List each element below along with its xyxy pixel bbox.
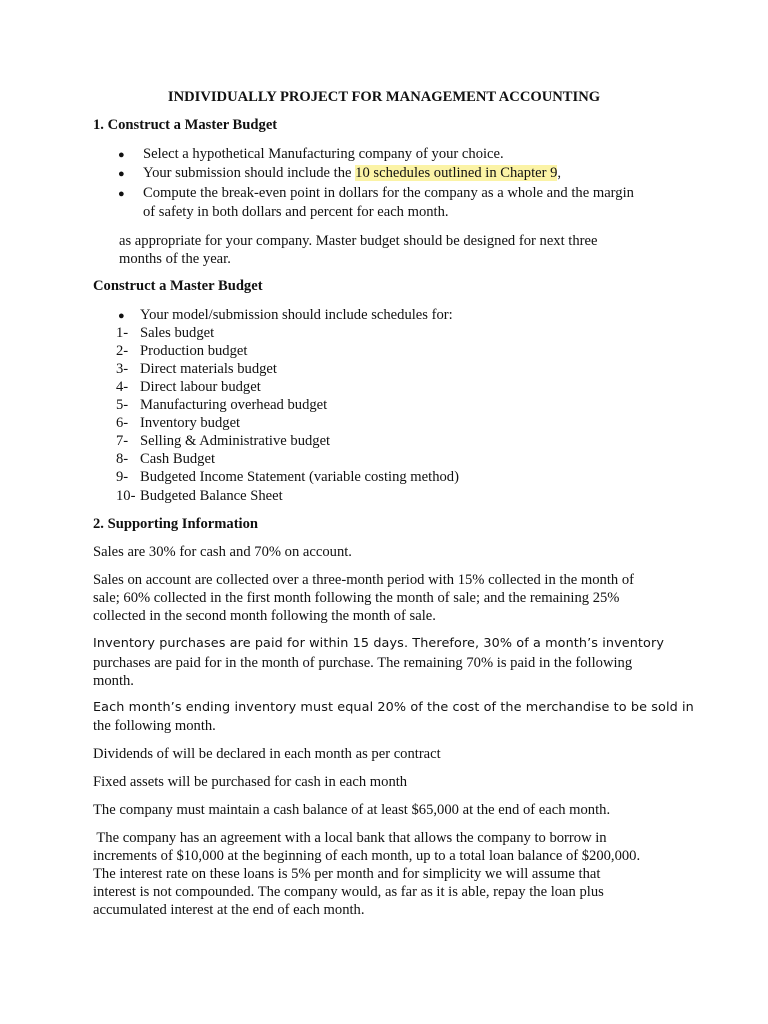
paragraph: month. — [93, 673, 134, 689]
list-item: Budgeted Balance Sheet — [140, 488, 283, 504]
paragraph: The company has an agreement with a local bank that allows the company to borrow in — [93, 830, 607, 846]
note-text: months of the year. — [119, 251, 231, 267]
list-number: 6- — [116, 415, 129, 431]
paragraph: Sales on account are collected over a three-month period with 15% collected in the month of — [93, 572, 634, 588]
list-number: 7- — [116, 433, 129, 449]
paragraph: Sales are 30% for cash and 70% on account. — [93, 544, 352, 560]
section-1-heading: 1. Construct a Master Budget — [93, 117, 278, 133]
list-number: 8- — [116, 451, 129, 467]
paragraph: Dividends of will be declared in each month as per contract — [93, 746, 441, 762]
paragraph: increments of $10,000 at the beginning of each month, up to a total loan balance of $200,000. — [93, 848, 641, 864]
bullet-icon: ● — [118, 310, 125, 322]
bullet-item-cont: of safety in both dollars and percent for each month. — [143, 204, 449, 220]
paragraph: The company must maintain a cash balance of at least $65,000 at the end of each month. — [93, 802, 611, 818]
note-text: as appropriate for your company. Master budget should be designed for next three — [119, 233, 598, 249]
bullet-icon: ● — [118, 149, 125, 161]
paragraph: The interest rate on these loans is 5% per month and for simplicity we will assume that — [93, 866, 601, 882]
paragraph: sale; 60% collected in the first month following the month of sale; and the remaining 25% — [93, 590, 620, 606]
paragraph: accumulated interest at the end of each month. — [93, 902, 365, 918]
paragraph: the following month. — [93, 718, 216, 734]
paragraph: collected in the second month following the month of sale. — [93, 608, 436, 624]
list-number: 2- — [116, 343, 129, 359]
list-item: Manufacturing overhead budget — [140, 397, 328, 413]
list-item: Sales budget — [140, 325, 215, 341]
list-number: 5- — [116, 397, 129, 413]
bullet-icon: ● — [118, 188, 125, 200]
bullet-item: Your submission should include the 10 schedules outlined in Chapter 9, — [143, 165, 562, 181]
paragraph: purchases are paid for in the month of purchase. The remaining 70% is paid in the following — [93, 655, 633, 671]
paragraph: interest is not compounded. The company would, as far as it is able, repay the loan plus — [93, 884, 604, 900]
list-number: 3- — [116, 361, 129, 377]
list-number: 1- — [116, 325, 129, 341]
list-item: Production budget — [140, 343, 248, 359]
list-number: 9- — [116, 469, 129, 485]
list-item: Inventory budget — [140, 415, 241, 431]
list-item: Budgeted Income Statement (variable costing method) — [140, 469, 459, 485]
list-number: 4- — [116, 379, 129, 395]
highlighted-text: 10 schedules outlined in Chapter 9 — [355, 165, 558, 181]
list-item: Direct labour budget — [140, 379, 261, 395]
bullet-item: Compute the break-even point in dollars for the company as a whole and the margin — [143, 185, 634, 201]
paragraph: Each month’s ending inventory must equal 20% of the cost of the merchandise to be sold in — [93, 700, 694, 715]
list-item: Selling & Administrative budget — [140, 433, 331, 449]
bullet-icon: ● — [118, 168, 125, 180]
paragraph: Inventory purchases are paid for within 15 days. Therefore, 30% of a month’s inventory — [93, 636, 665, 651]
master-budget-heading: Construct a Master Budget — [93, 278, 263, 294]
list-number: 10- — [116, 488, 136, 504]
section-2-heading: 2. Supporting Information — [93, 516, 259, 532]
document-title: INDIVIDUALLY PROJECT FOR MANAGEMENT ACCOUNTING — [167, 89, 601, 105]
list-item: Cash Budget — [140, 451, 215, 467]
bullet-item: Select a hypothetical Manufacturing company of your choice. — [143, 146, 504, 162]
schedules-intro: Your model/submission should include schedules for: — [140, 307, 453, 323]
paragraph: Fixed assets will be purchased for cash in each month — [93, 774, 408, 790]
list-item: Direct materials budget — [140, 361, 277, 377]
